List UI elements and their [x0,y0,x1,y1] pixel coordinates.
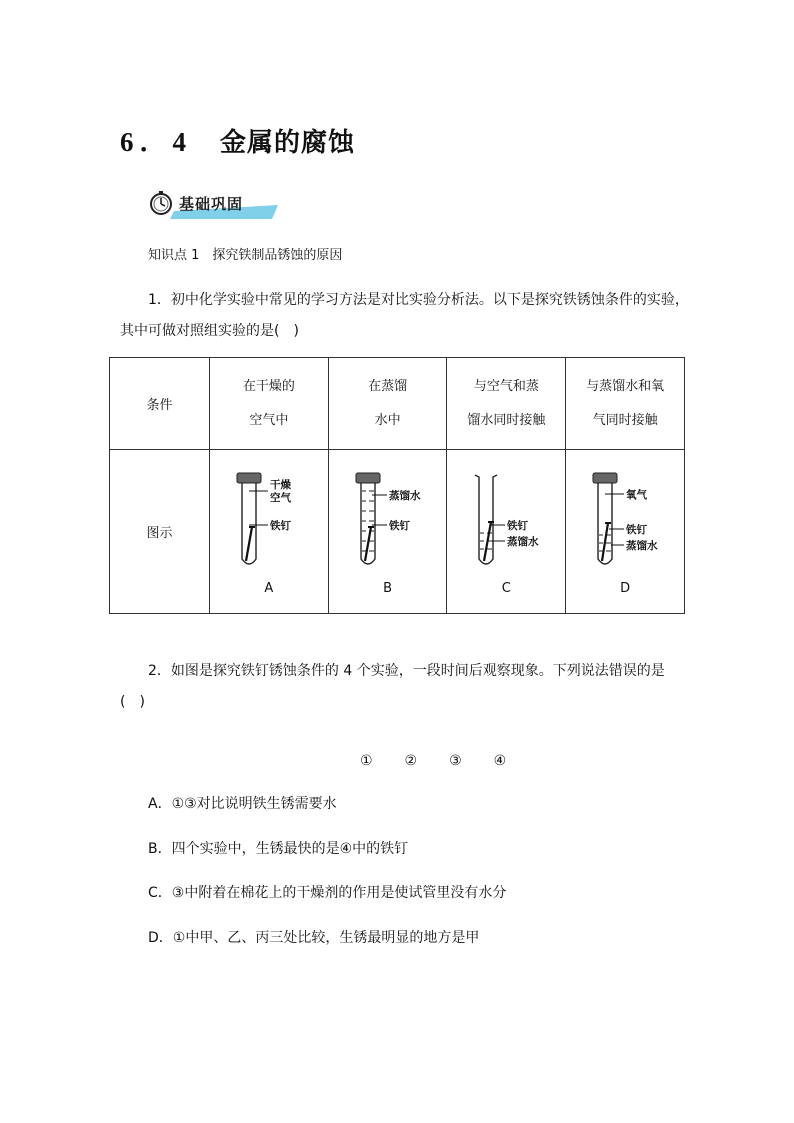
condition-b-line-1: 在蒸馏 [368,378,408,394]
label-distilled-water-c: 蒸馏水 [507,536,539,548]
condition-d-line-2: 气同时接触 [592,412,658,428]
row-header-condition: 条件 [110,358,210,450]
section-title: 金属的腐蚀 [220,128,356,158]
condition-b-line-2: 水中 [374,412,401,428]
option-c: C．③中附着在棉花上的干燥剂的作用是使试管里没有水分 [148,885,507,901]
figure-label-b: B [383,581,393,596]
figure-label-d: D [620,581,631,596]
test-tube-a [212,467,326,575]
label-nail-d: 铁钉 [626,524,648,536]
table-row [110,450,685,614]
comparison-table [109,357,685,614]
figure-cell-c [447,450,566,614]
condition-cell-b [328,358,447,450]
label-dry: 干燥 [269,479,291,491]
option-a: A．①③对比说明铁生锈需要水 [148,796,337,812]
label-distilled-water-b: 蒸馏水 [388,490,421,502]
figure-cell-a [210,450,329,614]
condition-c-line-2: 馏水同时接触 [467,412,546,428]
iron-nail-icon [246,527,252,561]
figure-label-a: A [264,581,274,596]
label-air: 空气 [269,492,291,504]
table-row [110,358,685,450]
question-2-line-1: 2．如图是探究铁钉锈蚀条件的 4 个实验，一段时间后观察现象。下列说法错误的是 [148,663,665,679]
question-2 [120,656,690,718]
test-tube-b [331,467,445,575]
page-title [120,120,355,159]
condition-cell-a [210,358,329,450]
knowledge-point: 知识点 1 探究铁制品锈蚀的原因 [148,248,343,263]
condition-d-line-1: 与蒸馏水和氧 [586,378,665,394]
label-nail-a: 铁钉 [269,520,291,532]
question-1-line-2: 其中可做对照组实验的是( ) [120,323,299,339]
condition-cell-c [447,358,566,450]
question-1-line-1: 1．初中化学实验中常见的学习方法是对比实验分析法。以下是探究铁锈蚀条件的实验， [148,292,689,308]
label-oxygen: 氧气 [626,489,648,501]
figure-cell-b [328,450,447,614]
section-banner [148,189,278,219]
figure-numbers: ① ② ③ ④ [360,753,516,769]
question-2-line-2: ( ) [120,694,145,710]
section-number: 6．4 [120,127,192,157]
test-tube-d [568,467,682,575]
figure-cell-d [566,450,685,614]
condition-a-line-2: 空气中 [249,412,289,428]
condition-cell-d [566,358,685,450]
label-distilled-water-d: 蒸馏水 [626,540,658,552]
test-tube-c [449,467,563,575]
iron-nail-icon [602,523,608,561]
banner-label: 基础巩固 [179,195,244,213]
option-d: D．①中甲、乙、丙三处比较，生锈最明显的地方是甲 [148,930,480,946]
label-nail-c: 铁钉 [507,520,529,532]
iron-nail-icon [365,527,371,561]
condition-a-line-1: 在干燥的 [242,378,295,394]
option-b: B．四个实验中，生锈最快的是④中的铁钉 [148,841,409,857]
figure-label-c: C [501,581,511,596]
stopwatch-icon [151,191,171,214]
question-1 [120,285,690,347]
label-nail-b: 铁钉 [388,520,410,532]
row-header-figure: 图示 [110,450,210,614]
condition-c-line-1: 与空气和蒸 [473,378,539,394]
